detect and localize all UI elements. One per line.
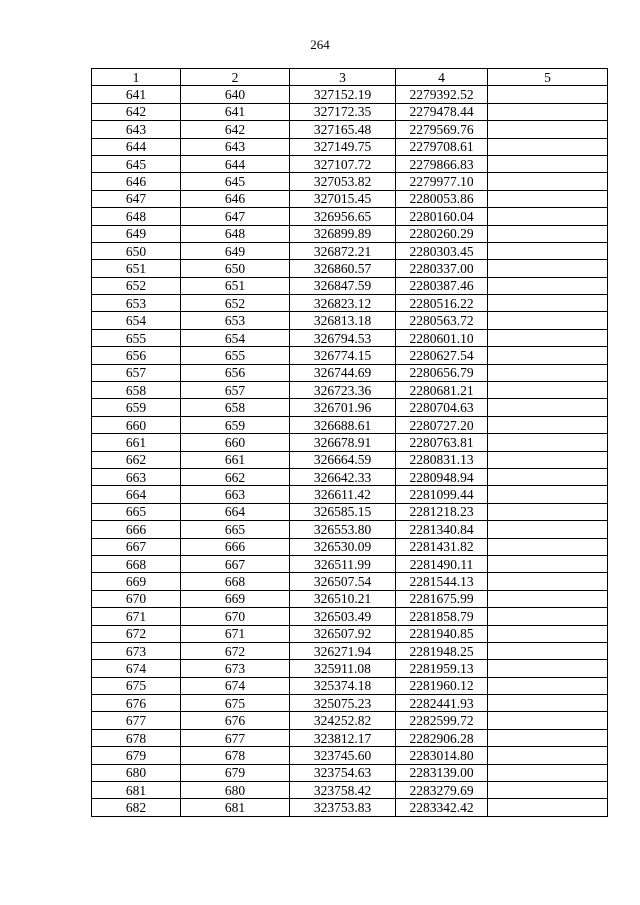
coordinates-table [91, 68, 608, 817]
table-cell-col-2: 671 [181, 625, 290, 642]
table-row [92, 434, 608, 451]
table-cell-col-2: 646 [181, 190, 290, 207]
table-cell-col-1: 643 [92, 121, 181, 138]
table-cell-col-4: 2281960.12 [396, 677, 488, 694]
table-body [92, 86, 608, 816]
table-cell-col-4: 2281431.82 [396, 538, 488, 555]
table-cell-col-5 [488, 782, 608, 799]
table-cell-col-4: 2283014.80 [396, 747, 488, 764]
table-cell-col-4: 2280627.54 [396, 347, 488, 364]
table-cell-col-5 [488, 364, 608, 381]
table-cell-col-2: 640 [181, 86, 290, 103]
table-cell-col-3: 327015.45 [290, 190, 396, 207]
table-cell-col-1: 680 [92, 764, 181, 781]
table-cell-col-1: 656 [92, 347, 181, 364]
table-cell-col-3: 326723.36 [290, 382, 396, 399]
table-cell-col-3: 326774.15 [290, 347, 396, 364]
table-cell-col-3: 326701.96 [290, 399, 396, 416]
table-row [92, 521, 608, 538]
table-row [92, 468, 608, 485]
table-cell-col-1: 679 [92, 747, 181, 764]
table-cell-col-1: 682 [92, 799, 181, 816]
table-row [92, 573, 608, 590]
table-row [92, 277, 608, 294]
table-cell-col-1: 661 [92, 434, 181, 451]
table-cell-col-1: 642 [92, 103, 181, 120]
table-cell-col-3: 325075.23 [290, 695, 396, 712]
table-cell-col-1: 645 [92, 155, 181, 172]
table-row [92, 677, 608, 694]
table-cell-col-4: 2281940.85 [396, 625, 488, 642]
table-cell-col-1: 676 [92, 695, 181, 712]
table-row [92, 625, 608, 642]
table-cell-col-5 [488, 103, 608, 120]
table-cell-col-4: 2280516.22 [396, 295, 488, 312]
table-cell-col-4: 2283279.69 [396, 782, 488, 799]
table-cell-col-5 [488, 138, 608, 155]
table-cell-col-4: 2279478.44 [396, 103, 488, 120]
table-cell-col-1: 654 [92, 312, 181, 329]
table-cell-col-5 [488, 486, 608, 503]
table-cell-col-4: 2280563.72 [396, 312, 488, 329]
table-cell-col-3: 326823.12 [290, 295, 396, 312]
table-cell-col-4: 2281340.84 [396, 521, 488, 538]
table-cell-col-4: 2281959.13 [396, 660, 488, 677]
table-row [92, 503, 608, 520]
table-cell-col-4: 2280727.20 [396, 416, 488, 433]
table-cell-col-5 [488, 764, 608, 781]
table-header [92, 69, 608, 86]
table-row [92, 451, 608, 468]
table-row [92, 347, 608, 364]
table-row [92, 208, 608, 225]
table-cell-col-3: 326860.57 [290, 260, 396, 277]
table-cell-col-4: 2281675.99 [396, 590, 488, 607]
table-cell-col-3: 323753.83 [290, 799, 396, 816]
table-cell-col-5 [488, 155, 608, 172]
table-cell-col-5 [488, 329, 608, 346]
table-cell-col-4: 2281099.44 [396, 486, 488, 503]
table-row [92, 486, 608, 503]
table-cell-col-5 [488, 660, 608, 677]
table-cell-col-1: 677 [92, 712, 181, 729]
table-row [92, 555, 608, 572]
table-row [92, 590, 608, 607]
table-cell-col-4: 2279708.61 [396, 138, 488, 155]
table-cell-col-2: 672 [181, 642, 290, 659]
table-cell-col-1: 648 [92, 208, 181, 225]
table-cell-col-5 [488, 347, 608, 364]
table-cell-col-4: 2280704.63 [396, 399, 488, 416]
table-cell-col-1: 664 [92, 486, 181, 503]
table-cell-col-4: 2282599.72 [396, 712, 488, 729]
table-cell-col-4: 2281858.79 [396, 608, 488, 625]
table-cell-col-4: 2280656.79 [396, 364, 488, 381]
table-cell-col-4: 2282441.93 [396, 695, 488, 712]
table-row [92, 747, 608, 764]
table-cell-col-1: 668 [92, 555, 181, 572]
table-cell-col-5 [488, 86, 608, 103]
table-cell-col-2: 674 [181, 677, 290, 694]
table-cell-col-3: 323812.17 [290, 729, 396, 746]
table-cell-col-3: 326899.89 [290, 225, 396, 242]
table-cell-col-5 [488, 173, 608, 190]
table-cell-col-3: 327107.72 [290, 155, 396, 172]
table-cell-col-2: 641 [181, 103, 290, 120]
table-cell-col-4: 2279866.83 [396, 155, 488, 172]
table-cell-col-1: 662 [92, 451, 181, 468]
table-row [92, 608, 608, 625]
table-cell-col-5 [488, 521, 608, 538]
table-cell-col-5 [488, 451, 608, 468]
table-cell-col-3: 326585.15 [290, 503, 396, 520]
table-cell-col-2: 649 [181, 242, 290, 259]
table-row [92, 260, 608, 277]
table-cell-col-2: 647 [181, 208, 290, 225]
table-cell-col-4: 2281544.13 [396, 573, 488, 590]
table-row [92, 190, 608, 207]
table-cell-col-2: 673 [181, 660, 290, 677]
table-cell-col-3: 326678.91 [290, 434, 396, 451]
table-cell-col-2: 659 [181, 416, 290, 433]
table-cell-col-4: 2280303.45 [396, 242, 488, 259]
column-header-2: 2 [181, 69, 290, 86]
table-row [92, 329, 608, 346]
table-cell-col-3: 327172.35 [290, 103, 396, 120]
table-cell-col-2: 662 [181, 468, 290, 485]
table-cell-col-2: 665 [181, 521, 290, 538]
table-cell-col-2: 642 [181, 121, 290, 138]
table-cell-col-2: 643 [181, 138, 290, 155]
table-cell-col-4: 2281490.11 [396, 555, 488, 572]
table-cell-col-5 [488, 295, 608, 312]
table-cell-col-4: 2280337.00 [396, 260, 488, 277]
table-row [92, 382, 608, 399]
table-cell-col-5 [488, 729, 608, 746]
column-header-4: 4 [396, 69, 488, 86]
table-cell-col-3: 325911.08 [290, 660, 396, 677]
page-number: 264 [310, 37, 330, 52]
table-cell-col-2: 653 [181, 312, 290, 329]
table-row [92, 121, 608, 138]
table-cell-col-4: 2280160.04 [396, 208, 488, 225]
table-cell-col-5 [488, 242, 608, 259]
table-row [92, 799, 608, 816]
table-cell-col-5 [488, 590, 608, 607]
table-cell-col-5 [488, 503, 608, 520]
table-cell-col-1: 652 [92, 277, 181, 294]
column-header-3: 3 [290, 69, 396, 86]
column-header-5: 5 [488, 69, 608, 86]
table-cell-col-2: 663 [181, 486, 290, 503]
table-cell-col-3: 326664.59 [290, 451, 396, 468]
table-cell-col-2: 667 [181, 555, 290, 572]
table-cell-col-2: 651 [181, 277, 290, 294]
table-row [92, 138, 608, 155]
table-cell-col-1: 669 [92, 573, 181, 590]
table-row [92, 242, 608, 259]
table-cell-col-4: 2280948.94 [396, 468, 488, 485]
header-row [92, 69, 608, 86]
table-cell-col-1: 660 [92, 416, 181, 433]
table-cell-col-2: 676 [181, 712, 290, 729]
table-cell-col-2: 661 [181, 451, 290, 468]
table-cell-col-2: 680 [181, 782, 290, 799]
table-cell-col-1: 646 [92, 173, 181, 190]
table-cell-col-5 [488, 625, 608, 642]
table-cell-col-5 [488, 468, 608, 485]
table-row [92, 103, 608, 120]
table-cell-col-2: 648 [181, 225, 290, 242]
table-cell-col-1: 644 [92, 138, 181, 155]
table-cell-col-3: 323758.42 [290, 782, 396, 799]
table-cell-col-1: 663 [92, 468, 181, 485]
table-cell-col-5 [488, 260, 608, 277]
table-cell-col-4: 2280601.10 [396, 329, 488, 346]
table-cell-col-1: 649 [92, 225, 181, 242]
table-cell-col-1: 653 [92, 295, 181, 312]
table-cell-col-4: 2283342.42 [396, 799, 488, 816]
table-cell-col-4: 2282906.28 [396, 729, 488, 746]
table-cell-col-1: 678 [92, 729, 181, 746]
column-header-1: 1 [92, 69, 181, 86]
table-cell-col-5 [488, 208, 608, 225]
table-cell-col-5 [488, 799, 608, 816]
table-cell-col-3: 326794.53 [290, 329, 396, 346]
table-cell-col-3: 325374.18 [290, 677, 396, 694]
table-cell-col-3: 326611.42 [290, 486, 396, 503]
table-cell-col-1: 672 [92, 625, 181, 642]
table-cell-col-1: 667 [92, 538, 181, 555]
table-row [92, 416, 608, 433]
table-cell-col-4: 2280260.29 [396, 225, 488, 242]
table-row [92, 173, 608, 190]
table-cell-col-5 [488, 434, 608, 451]
table-row [92, 538, 608, 555]
table-cell-col-5 [488, 121, 608, 138]
table-row [92, 312, 608, 329]
table-cell-col-2: 652 [181, 295, 290, 312]
table-cell-col-3: 326688.61 [290, 416, 396, 433]
table-cell-col-5 [488, 382, 608, 399]
table-cell-col-2: 664 [181, 503, 290, 520]
table-cell-col-2: 660 [181, 434, 290, 451]
table-cell-col-3: 326503.49 [290, 608, 396, 625]
table-cell-col-1: 655 [92, 329, 181, 346]
table-cell-col-2: 679 [181, 764, 290, 781]
table-cell-col-2: 677 [181, 729, 290, 746]
table-cell-col-5 [488, 225, 608, 242]
table-cell-col-5 [488, 416, 608, 433]
table-cell-col-2: 670 [181, 608, 290, 625]
table-cell-col-3: 326956.65 [290, 208, 396, 225]
table-cell-col-4: 2279392.52 [396, 86, 488, 103]
table-cell-col-3: 327152.19 [290, 86, 396, 103]
table-cell-col-2: 657 [181, 382, 290, 399]
table-cell-col-3: 326847.59 [290, 277, 396, 294]
table-cell-col-3: 327165.48 [290, 121, 396, 138]
table-cell-col-2: 681 [181, 799, 290, 816]
table-cell-col-2: 644 [181, 155, 290, 172]
table-cell-col-1: 658 [92, 382, 181, 399]
table-cell-col-2: 658 [181, 399, 290, 416]
table-cell-col-1: 671 [92, 608, 181, 625]
table-cell-col-5 [488, 312, 608, 329]
table-cell-col-4: 2280763.81 [396, 434, 488, 451]
table-cell-col-4: 2283139.00 [396, 764, 488, 781]
table-cell-col-1: 647 [92, 190, 181, 207]
table-cell-col-3: 326511.99 [290, 555, 396, 572]
table-cell-col-3: 326530.09 [290, 538, 396, 555]
table-cell-col-5 [488, 399, 608, 416]
table-cell-col-3: 324252.82 [290, 712, 396, 729]
table-cell-col-2: 669 [181, 590, 290, 607]
table-cell-col-4: 2281948.25 [396, 642, 488, 659]
table-cell-col-3: 326744.69 [290, 364, 396, 381]
table-row [92, 764, 608, 781]
table-cell-col-2: 655 [181, 347, 290, 364]
table-cell-col-1: 657 [92, 364, 181, 381]
table-cell-col-3: 326271.94 [290, 642, 396, 659]
table-cell-col-3: 326642.33 [290, 468, 396, 485]
table-row [92, 225, 608, 242]
table-cell-col-5 [488, 747, 608, 764]
table-row [92, 660, 608, 677]
table-cell-col-4: 2281218.23 [396, 503, 488, 520]
table-cell-col-3: 326553.80 [290, 521, 396, 538]
table-row [92, 642, 608, 659]
table-row [92, 712, 608, 729]
table-cell-col-1: 659 [92, 399, 181, 416]
table-cell-col-3: 327053.82 [290, 173, 396, 190]
table-cell-col-3: 323754.63 [290, 764, 396, 781]
table-cell-col-1: 670 [92, 590, 181, 607]
table-cell-col-2: 675 [181, 695, 290, 712]
table-cell-col-5 [488, 608, 608, 625]
table-cell-col-1: 681 [92, 782, 181, 799]
table-cell-col-5 [488, 573, 608, 590]
table-cell-col-4: 2280053.86 [396, 190, 488, 207]
table-cell-col-5 [488, 712, 608, 729]
table-cell-col-1: 650 [92, 242, 181, 259]
table-cell-col-3: 326507.92 [290, 625, 396, 642]
table-cell-col-2: 645 [181, 173, 290, 190]
table-cell-col-5 [488, 538, 608, 555]
table-cell-col-5 [488, 190, 608, 207]
table-cell-col-4: 2280831.13 [396, 451, 488, 468]
table-cell-col-2: 656 [181, 364, 290, 381]
table-row [92, 399, 608, 416]
table-cell-col-3: 326510.21 [290, 590, 396, 607]
table-cell-col-1: 675 [92, 677, 181, 694]
table-cell-col-1: 641 [92, 86, 181, 103]
table-cell-col-4: 2280681.21 [396, 382, 488, 399]
table-cell-col-2: 650 [181, 260, 290, 277]
table-row [92, 695, 608, 712]
table-cell-col-3: 323745.60 [290, 747, 396, 764]
table-row [92, 729, 608, 746]
table-cell-col-4: 2280387.46 [396, 277, 488, 294]
table-cell-col-3: 326872.21 [290, 242, 396, 259]
table-cell-col-5 [488, 277, 608, 294]
table-row [92, 782, 608, 799]
table-cell-col-3: 326507.54 [290, 573, 396, 590]
table-cell-col-4: 2279977.10 [396, 173, 488, 190]
table-cell-col-2: 668 [181, 573, 290, 590]
table-cell-col-5 [488, 555, 608, 572]
table-cell-col-2: 654 [181, 329, 290, 346]
table-cell-col-5 [488, 642, 608, 659]
table-cell-col-1: 651 [92, 260, 181, 277]
table-cell-col-5 [488, 695, 608, 712]
table-cell-col-3: 327149.75 [290, 138, 396, 155]
table-cell-col-1: 666 [92, 521, 181, 538]
table-row [92, 364, 608, 381]
table-cell-col-4: 2279569.76 [396, 121, 488, 138]
table-row [92, 155, 608, 172]
table-cell-col-1: 674 [92, 660, 181, 677]
table-row [92, 295, 608, 312]
table-cell-col-2: 678 [181, 747, 290, 764]
table-cell-col-5 [488, 677, 608, 694]
table-cell-col-2: 666 [181, 538, 290, 555]
table-cell-col-3: 326813.18 [290, 312, 396, 329]
table-cell-col-1: 673 [92, 642, 181, 659]
table-row [92, 86, 608, 103]
table-cell-col-1: 665 [92, 503, 181, 520]
